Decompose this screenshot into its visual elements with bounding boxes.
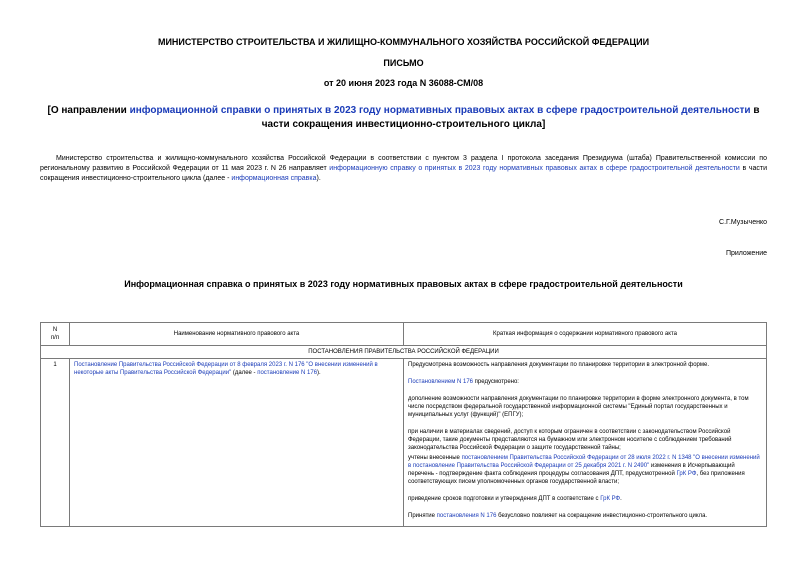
act-name-mid: (далее - xyxy=(231,370,258,376)
header-act-name: Наименование нормативного правового акта xyxy=(70,323,404,346)
info-p7-b: безусловно повлияет на сокращение инвестиционно-строительного цикла. xyxy=(496,513,708,519)
paragraph-link-info-short[interactable]: информационная справка xyxy=(231,175,317,182)
info-p6-a: приведение сроков подготовки и утверждения ДПТ в соответствие с xyxy=(408,496,601,502)
row-act-info xyxy=(404,359,767,527)
info-p5-c: , без приложения соответствующих писем уполномоченных органов государственной власти; xyxy=(408,471,745,485)
info-p5-link1[interactable]: постановлением Правительства Российской Федерации от 28 июля 2022 г. N 1348 "О внесении изменений в постановление Правительства Российской Федерации от 25 декабря 2021 г. N 2490" xyxy=(408,455,760,469)
info-p2 xyxy=(408,378,762,386)
info-p6-link[interactable]: ГрК РФ xyxy=(600,496,621,502)
header-act-info: Краткая информация о содержании нормативного правового акта xyxy=(404,323,767,346)
paragraph-text-2: в части сокращения инвестиционно-строительного цикла (далее - xyxy=(40,165,767,182)
subject-rest: в части сокращения инвестиционно-строительного цикла] xyxy=(261,105,760,130)
table-section-row xyxy=(41,346,767,359)
acts-table xyxy=(40,322,767,527)
header-num: N п/п xyxy=(41,323,70,346)
appendix-label: Приложение xyxy=(725,250,767,257)
table-row xyxy=(41,359,767,527)
paragraph-text-3: ). xyxy=(316,175,321,182)
info-p4: при наличии в материалах сведений, доступ к которым ограничен в соответствии с законодательством Российской Федерации, такие документы представляются на бумажном или электронном носителе с соблюдением требований законодательства Российской Федерации о защите государственной тайны; xyxy=(408,429,732,451)
row-act-name xyxy=(70,359,404,527)
info-p7-a: Принятие xyxy=(408,513,437,519)
paragraph-link-info-reference[interactable]: информационную справку о принятых в 2023 году нормативных правовых актах в сфере градостроительной деятельности xyxy=(329,165,740,172)
info-p5-a: учтены внесенные xyxy=(408,455,462,461)
document-type: ПИСЬМО xyxy=(383,58,424,68)
info-p3: дополнение возможности направления документации по планировке территории в форме электронного документа, в том числе посредством федеральной государственной информационной системы "Единый портал государственных и муниципальных услуг (функций)" (ЕПГУ); xyxy=(408,396,749,418)
info-p2-link[interactable]: Постановлением N 176 xyxy=(408,379,474,385)
section-title: ПОСТАНОВЛЕНИЯ ПРАВИТЕЛЬСТВА РОССИЙСКОЙ ФЕДЕРАЦИИ xyxy=(41,346,767,359)
act-name-link[interactable]: Постановление Правительства Российской Федерации от 8 февраля 2023 г. N 176 "О внесении изменений в некоторые акты Правительства Российской Федерации" xyxy=(74,362,378,376)
info-p1: Предусмотрена возможность направления документации по планировке территории в электронной форме. xyxy=(408,362,709,368)
letter-subject xyxy=(40,104,767,132)
row-num: 1 xyxy=(41,359,70,527)
ministry-title: МИНИСТЕРСТВО СТРОИТЕЛЬСТВА И ЖИЛИЩНО-КОММУНАЛЬНОГО ХОЗЯЙСТВА РОССИЙСКОЙ ФЕДЕРАЦИИ xyxy=(157,37,650,47)
info-p7-link[interactable]: постановления N 176 xyxy=(436,513,497,519)
info-p5-b: изменения в Исчерпывающий перечень - подтверждение факта соблюдения процедуры согласования ДПТ, предусмотренной xyxy=(408,463,735,477)
info-p6-b: . xyxy=(620,496,622,502)
subject-link[interactable]: информационной справки о принятых в 2023 году нормативных правовых актах в сфере градостроительной деятельности xyxy=(129,105,751,116)
info-reference-title: Информационная справка о принятых в 2023 году нормативных правовых актах в сфере градостроительной деятельности xyxy=(124,279,683,289)
table-header-row xyxy=(41,323,767,346)
info-p5 xyxy=(408,454,762,486)
act-short-link[interactable]: постановление N 176 xyxy=(257,370,318,376)
info-p7 xyxy=(408,512,762,520)
info-p5-link2[interactable]: ГрК РФ xyxy=(676,471,697,477)
info-p2-rest: предусмотрено: xyxy=(473,379,519,385)
letter-paragraph xyxy=(40,154,767,184)
info-p6 xyxy=(408,495,762,503)
subject-open: [О направлении xyxy=(47,105,130,116)
signer-name: С.Г.Музыченко xyxy=(719,219,767,226)
document-date-number: от 20 июня 2023 года N 36088-СМ/08 xyxy=(323,78,484,88)
act-name-end: ). xyxy=(317,370,321,376)
paragraph-text-1: Министерство строительства и жилищно-коммунального хозяйства Российской Федерации в соответствии с пунктом 3 раздела I протокола заседания Президиума (штаба) Правительственной комиссии по региональному развитию в Российской Федерации от 11 мая 2023 г. N 26 направляет xyxy=(40,155,767,172)
